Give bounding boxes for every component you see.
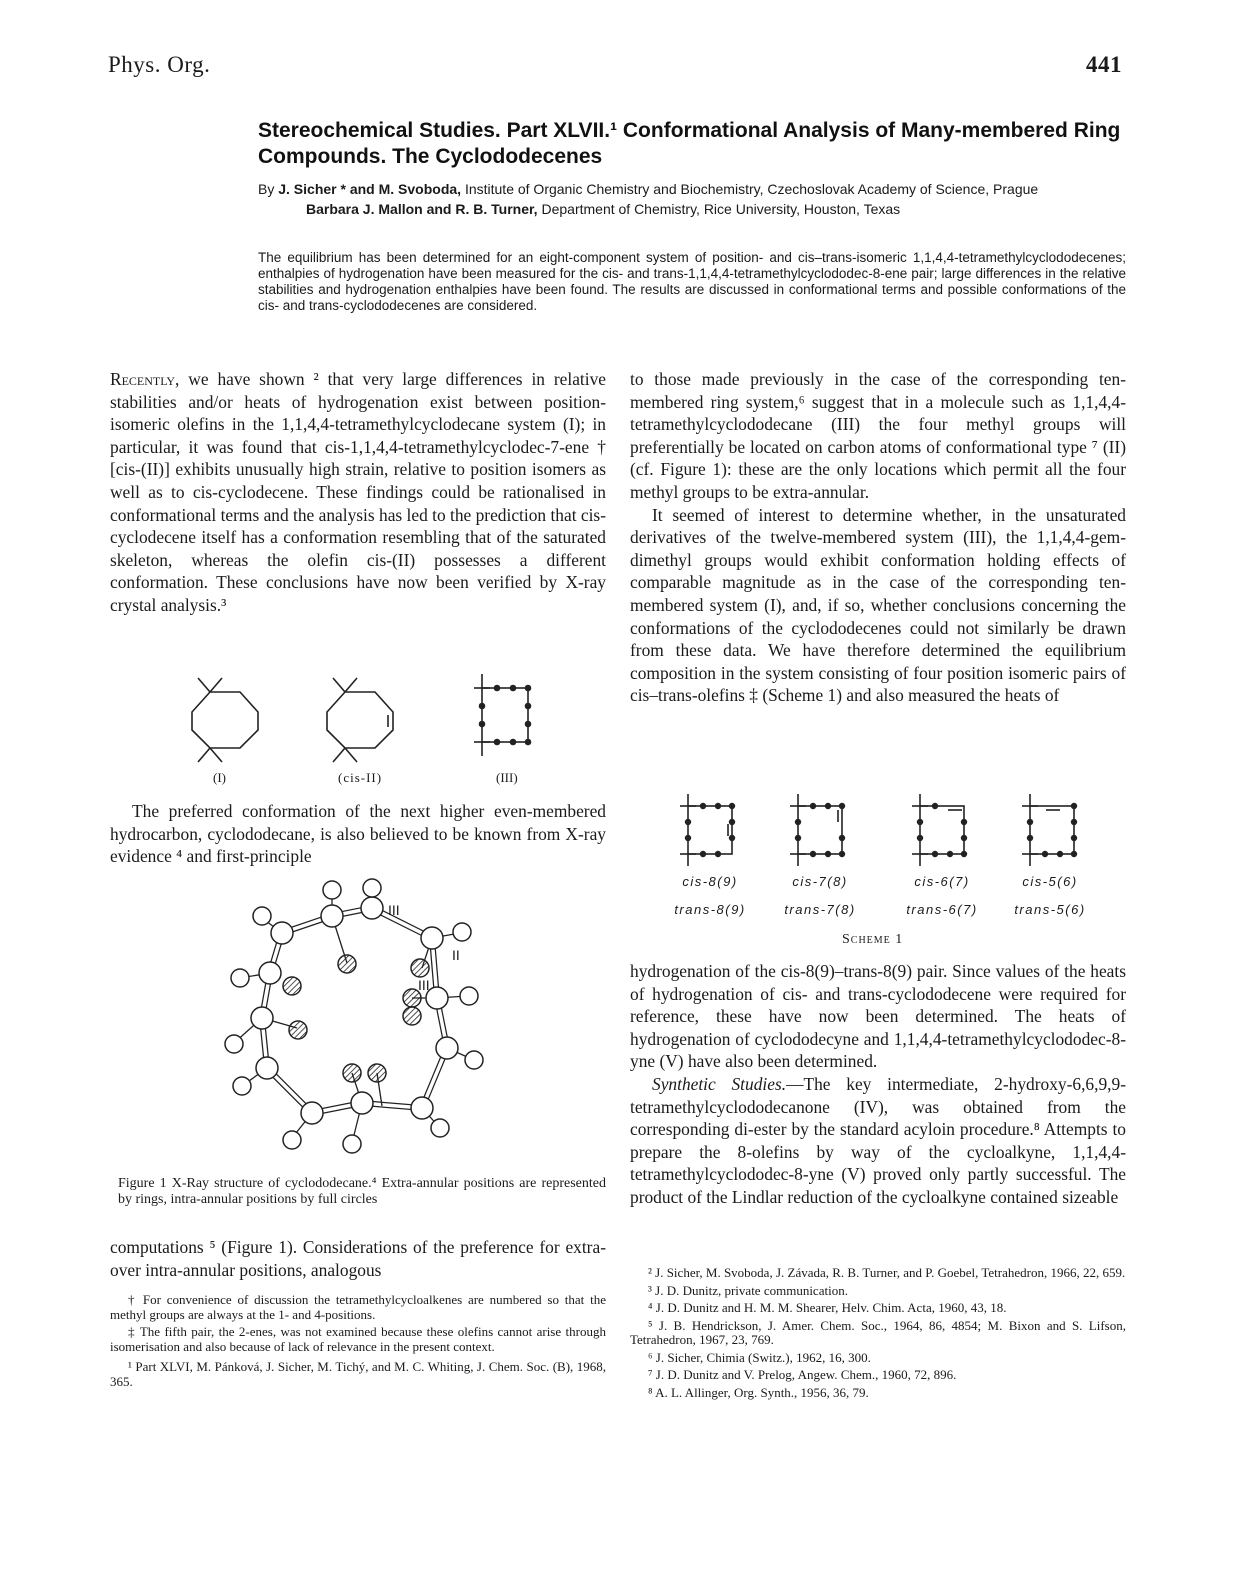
label-structure-cis-II: (cis-II) [338,770,383,785]
right-references [630,1266,1126,1403]
author-block [258,180,1138,218]
authors-group-2: Barbara J. Mallon and R. B. Turner, [306,201,538,217]
reference-3: ³ J. D. Dunitz, private communication. [648,1282,848,1298]
right-para-1 [630,368,1126,707]
authors-group-1: J. Sicher * and M. Svoboda, [278,181,462,197]
left-para-3-text: computations ⁵ (Figure 1). Considerations of the preference for extra- over intra-annular positions, analogous [110,1237,606,1280]
scheme-cis-5-6: cis-5(6) [1022,874,1078,889]
structure-III [474,674,531,756]
reference-7: ⁷ J. D. Dunitz and V. Prelog, Angew. Chem., 1960, 72, 896. [648,1367,957,1382]
scheme-cis-8-9: cis-8(9) [682,874,738,889]
left-para-3 [110,1236,606,1281]
figure-label-III-top: III [388,902,400,918]
scheme-trans-8-9: trans-8(9) [674,902,746,917]
running-title: Phys. Org. [108,52,211,77]
scheme-cis-7-8: cis-7(8) [792,874,848,889]
left-para-2-text: The preferred conformation of the next higher even-membered hydrocarbon, cyclododecane, is also believed to be known from X-ray evidence ⁴ and first-principle [110,801,606,867]
structure-cis-II [327,678,393,762]
right-para-1-text: to those made previously in the case of the corresponding ten-membered ring system,⁶ suggest that in a molecule such as 1,1,4,4-tetramethylcyclododecane (III) the four methyl groups will preferentially be located on carbon atoms of conformational type ⁷ (II) (cf. Figure 1): these are the only locations which permit all the four methyl groups to be extra-annular. [630,369,1126,502]
scheme-1-title: Scheme 1 [842,932,904,947]
left-footnotes [110,1293,606,1392]
footnote-double-dagger: ‡ The fifth pair, the 2-enes, was not examined because these olefins cannot arise through isomerisation and also because of lack of relevance in the present context. [110,1324,606,1354]
abstract: The equilibrium has been determined for an eight-component system of position- and cis–trans-isomeric 1,1,4,4-tetramethylcyclododecenes; enthalpies of hydrogenation have been measured for the cis- and trans-1,1,4,4-tetramethylcyclododec-8-ene pair; large differences in the relative stabilities and hydrogenation enthalpies have been found. The results are discussed in conformational terms and possible conformations of the cis- and trans-cyclododecenes are considered. [258,250,1126,313]
lead-word: Recently, [110,369,180,389]
scheme-structure-8-9 [680,794,734,866]
article-title: Stereochemical Studies. Part XLVII.¹ Conformational Analysis of Many-membered Ring Compounds. The Cyclododecenes [258,119,1121,168]
reference-6: ⁶ J. Sicher, Chimia (Switz.), 1962, 16, 300. [648,1349,871,1365]
footnote-dagger: † For convenience of discussion the tetramethylcycloalkenes are numbered so that the methyl groups are always at the 1- and 4-positions. [110,1292,606,1322]
right-para-3-text: hydrogenation of the cis-8(9)–trans-8(9) pair. Since values of the heats of hydrogenation of cis- and trans-cyclododecene were required for reference, these have now been determined. The heats of hydrogenation of cyclododecyne and 1,1,4,4-tetramethylcyclododec-8-yne (V) have also been determined. [630,961,1126,1072]
reference-5: ⁵ J. B. Hendrickson, J. Amer. Chem. Soc., 1964, 86, 4854; M. Bixon and S. Lifson, Tetrahedron, 1967, 23, 769. [630,1317,1126,1347]
scheme-trans-6-7: trans-6(7) [906,902,978,917]
page-number: 441 [1086,52,1122,77]
author-line-2 [258,200,1138,218]
authors-prefix: By [258,181,275,197]
reference-4: ⁴ J. D. Dunitz and H. M. M. Shearer, Helv. Chim. Acta, 1960, 43, 18. [648,1300,1007,1315]
left-para-1-text: we have shown ² that very large differences in relative stabilities and/or heats of hydrogenation exist between position-isomeric olefins in the 1,1,4,4-tetramethylcyclodecane system (I); in particular, it was found that cis-1,1,4,4-tetramethylcyclodec-7-ene † [cis-(II)] exhibits unusually high strain, relative to position isomers as well as to cis-cyclodecene. These findings could be rationalised in conformational terms and the analysis has led to the prediction that cis-cyclodecene itself has a conformation resembling that of the saturated skeleton, whereas the olefin cis-(II) possesses a different conformation. These conclusions have now been verified by X-ray crystal analysis.³ [110,369,606,615]
scheme-trans-5-6: trans-5(6) [1014,902,1086,917]
scheme-structure-7-8 [790,794,844,866]
reference-2: ² J. Sicher, M. Svoboda, J. Závada, R. B. Turner, and P. Goebel, Tetrahedron, 1966, 22, 659. [648,1265,1126,1280]
scheme-structure-6-7 [912,794,966,866]
scheme-cis-6-7: cis-6(7) [914,874,970,889]
scheme-1-structures [670,792,1110,872]
label-structure-I: (I) [213,770,226,785]
footnote-1: ¹ Part XLVI, M. Pánková, J. Sicher, M. Tichý, and M. C. Whiting, J. Chem. Soc. (B), 1968, 365. [110,1359,606,1389]
scheme-trans-7-8: trans-7(8) [784,902,856,917]
figure-1-caption: Figure 1 X-Ray structure of cyclododecane.⁴ Extra-annular positions are represented by rings, intra-annular positions by full circles [118,1176,606,1207]
figure-1-molecule [222,878,492,1168]
label-structure-III: (III) [496,770,518,785]
left-para-2 [110,800,606,868]
structure-I [192,678,258,762]
affiliation-2: Department of Chemistry, Rice University, Houston, Texas [541,201,901,217]
reference-8: ⁸ A. L. Allinger, Org. Synth., 1956, 36, 79. [648,1384,869,1400]
scheme-structure-5-6 [1022,794,1076,866]
right-para-3 [630,960,1126,1209]
affiliation-1: Institute of Organic Chemistry and Biochemistry, Czechoslovak Academy of Science, Prague [464,181,1039,197]
synthetic-studies-heading: Synthetic Studies. [652,1073,787,1094]
structures-row [170,670,570,770]
figure-label-III-mid: III [418,977,430,993]
right-para-4-text: —The key intermediate, 2-hydroxy-6,6,9,9-tetramethylcyclododecanone (IV), was obtained from the corresponding di-ester by the standard acyloin procedure.⁸ Attempts to prepare the 8-olefins by way of the cycloalkyne, 1,1,4,4-tetramethylcyclododec-8-yne (V) proved only partly successful. The product of the Lindlar reduction of the cycloalkyne contained sizeable [630,1073,1126,1207]
left-para-1 [110,368,606,617]
right-para-2-text: It seemed of interest to determine whether, in the unsaturated derivatives of the twelve-membered system (III), the 1,1,4,4-gem-dimethyl groups would exhibit conformation holding effects of comparable magnitude as in the case of the corresponding ten-membered system (I), and, if so, whether conclusions concerning the conformations of the cyclododecenes could not similarly be drawn from these data. We have therefore determined the equilibrium composition in the system consisting of four position isomeric pairs of cis–trans-olefins ‡ (Scheme 1) and also measured the heats of [630,504,1126,706]
figure-label-II: II [452,947,460,963]
